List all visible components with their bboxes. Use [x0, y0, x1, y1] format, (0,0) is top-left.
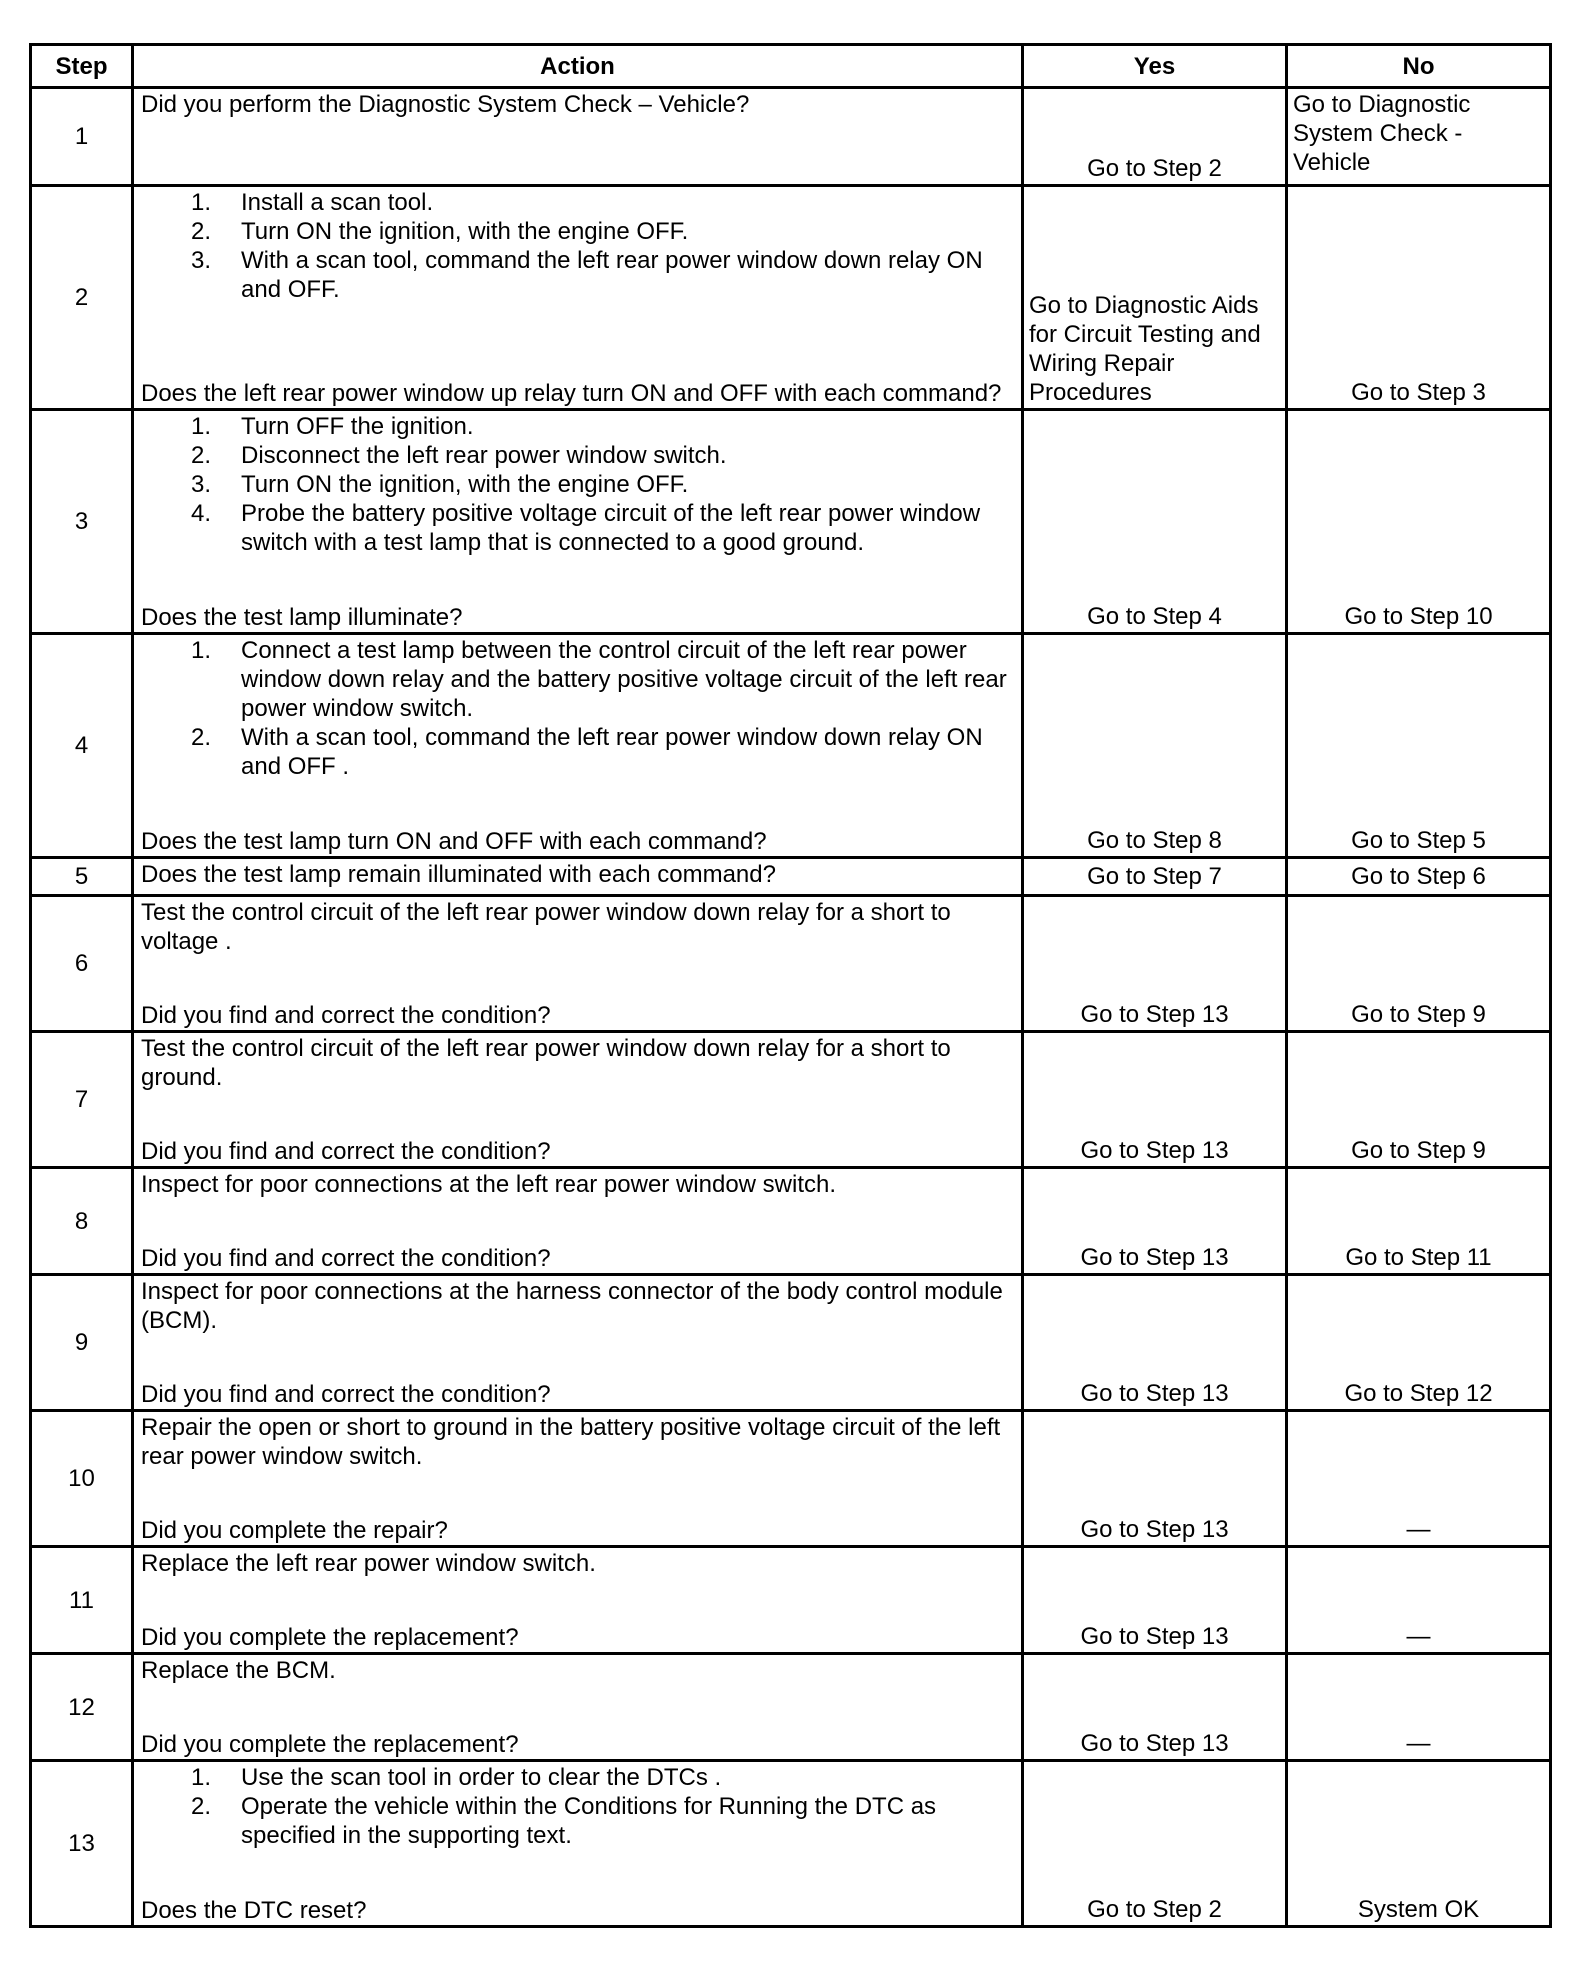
no-result: Go to Step 12	[1287, 1275, 1551, 1411]
table-row	[31, 896, 1551, 1032]
no-result: —	[1287, 1654, 1551, 1761]
action-question: Does the DTC reset?	[141, 1897, 367, 1924]
step-number: 11	[31, 1547, 133, 1654]
no-result: —	[1287, 1547, 1551, 1654]
action-cell	[133, 1032, 1023, 1168]
yes-result: Go to Step 8	[1023, 634, 1287, 858]
no-result: Go to Step 9	[1287, 896, 1551, 1032]
substep-item	[141, 470, 1013, 499]
yes-result: Go to Step 13	[1023, 1032, 1287, 1168]
diagnostic-table	[29, 43, 1552, 1928]
action-cell	[133, 1411, 1023, 1547]
action-cell	[133, 1654, 1023, 1761]
table-row	[31, 858, 1551, 896]
substep-item	[141, 723, 1013, 781]
no-result: Go to Step 9	[1287, 1032, 1551, 1168]
table-row	[31, 1168, 1551, 1275]
substep-list	[141, 1763, 1013, 1850]
yes-result: Go to Step 2	[1023, 88, 1287, 186]
step-number: 3	[31, 410, 133, 634]
table-row	[31, 1032, 1551, 1168]
substep-number: 3.	[191, 247, 212, 274]
step-number: 1	[31, 88, 133, 186]
yes-result: Go to Step 2	[1023, 1761, 1287, 1927]
substep-number: 4.	[191, 500, 212, 527]
substep-item	[141, 246, 1013, 304]
substep-number: 3.	[191, 471, 212, 498]
step-number: 6	[31, 896, 133, 1032]
action-cell	[133, 1168, 1023, 1275]
substep-text: Turn ON the ignition, with the engine OFF.	[241, 471, 689, 498]
action-instructions	[141, 1549, 1013, 1578]
substep-item	[141, 441, 1013, 470]
substep-text: Turn OFF the ignition.	[241, 413, 474, 440]
table-row	[31, 88, 1551, 186]
action-question: Did you find and correct the condition?	[141, 1002, 551, 1029]
substep-text: With a scan tool, command the left rear power window down relay ON and OFF .	[241, 724, 983, 780]
action-cell	[133, 186, 1023, 410]
action-question: Does the test lamp remain illuminated with each command?	[141, 861, 776, 888]
step-number: 7	[31, 1032, 133, 1168]
action-question: Did you complete the replacement?	[141, 1731, 519, 1758]
no-result: —	[1287, 1411, 1551, 1547]
substep-text: With a scan tool, command the left rear power window down relay ON and OFF.	[241, 247, 983, 303]
substep-text: Probe the battery positive voltage circuit of the left rear power window switch with a test lamp that is connected to a good ground.	[241, 500, 981, 556]
action-question: Did you find and correct the condition?	[141, 1138, 551, 1165]
action-question: Did you complete the repair?	[141, 1517, 448, 1544]
substep-text: Use the scan tool in order to clear the DTCs .	[241, 1764, 722, 1791]
action-instructions	[141, 1763, 1013, 1850]
action-instructions	[141, 1413, 1013, 1471]
action-instructions	[141, 1656, 1013, 1685]
action-question: Did you find and correct the condition?	[141, 1245, 551, 1272]
substep-number: 1.	[191, 637, 212, 664]
no-result: Go to Step 5	[1287, 634, 1551, 858]
header-step: Step	[31, 45, 133, 88]
no-result: Go to Step 3	[1287, 186, 1551, 410]
action-cell	[133, 410, 1023, 634]
action-question: Did you find and correct the condition?	[141, 1381, 551, 1408]
action-cell	[133, 1275, 1023, 1411]
action-instructions	[141, 636, 1013, 781]
no-result: System OK	[1287, 1761, 1551, 1927]
substep-list	[141, 412, 1013, 557]
action-text: Repair the open or short to ground in the battery positive voltage circuit of the left rear power window switch.	[141, 1414, 1001, 1470]
header-no: No	[1287, 45, 1551, 88]
header-yes: Yes	[1023, 45, 1287, 88]
action-text: Test the control circuit of the left rear power window down relay for a short to voltage .	[141, 899, 951, 955]
substep-item	[141, 1763, 1013, 1792]
action-question: Did you complete the replacement?	[141, 1624, 519, 1651]
table-row	[31, 1411, 1551, 1547]
substep-number: 1.	[191, 413, 212, 440]
action-instructions	[141, 1034, 1013, 1092]
substep-item	[141, 499, 1013, 557]
action-question: Does the test lamp illuminate?	[141, 604, 463, 631]
action-question: Did you perform the Diagnostic System Check – Vehicle?	[141, 91, 750, 118]
action-text: Test the control circuit of the left rear power window down relay for a short to ground.	[141, 1035, 951, 1091]
substep-number: 2.	[191, 724, 212, 751]
substep-item	[141, 188, 1013, 217]
action-instructions	[141, 1277, 1013, 1335]
table-row	[31, 1547, 1551, 1654]
table-row	[31, 1654, 1551, 1761]
action-cell	[133, 634, 1023, 858]
action-instructions	[141, 90, 1013, 119]
yes-result: Go to Step 13	[1023, 1547, 1287, 1654]
substep-text: Connect a test lamp between the control circuit of the left rear power window down relay and the battery positive voltage circuit of the left rear power window switch.	[241, 637, 1007, 722]
step-number: 9	[31, 1275, 133, 1411]
action-cell	[133, 1761, 1023, 1927]
action-cell	[133, 88, 1023, 186]
action-instructions	[141, 412, 1013, 557]
substep-list	[141, 636, 1013, 781]
action-cell	[133, 858, 1023, 896]
action-question: Does the left rear power window up relay turn ON and OFF with each command?	[141, 380, 1002, 407]
action-cell	[133, 896, 1023, 1032]
yes-result: Go to Step 13	[1023, 1654, 1287, 1761]
action-text: Inspect for poor connections at the harness connector of the body control module (BCM).	[141, 1278, 1003, 1334]
substep-number: 2.	[191, 218, 212, 245]
yes-result: Go to Diagnostic Aids for Circuit Testing and Wiring Repair Procedures	[1023, 186, 1287, 410]
header-action: Action	[133, 45, 1023, 88]
substep-number: 1.	[191, 1764, 212, 1791]
yes-result: Go to Step 13	[1023, 1275, 1287, 1411]
substep-text: Install a scan tool.	[241, 189, 434, 216]
action-cell	[133, 1547, 1023, 1654]
yes-result: Go to Step 13	[1023, 1168, 1287, 1275]
substep-item	[141, 636, 1013, 723]
no-result: Go to Diagnostic System Check - Vehicle	[1287, 88, 1551, 186]
yes-result: Go to Step 7	[1023, 858, 1287, 896]
substep-number: 1.	[191, 189, 212, 216]
table-row	[31, 186, 1551, 410]
action-question: Does the test lamp turn ON and OFF with each command?	[141, 828, 767, 855]
no-result: Go to Step 6	[1287, 858, 1551, 896]
action-instructions	[141, 188, 1013, 304]
substep-number: 2.	[191, 442, 212, 469]
substep-number: 2.	[191, 1793, 212, 1820]
step-number: 2	[31, 186, 133, 410]
yes-result: Go to Step 13	[1023, 896, 1287, 1032]
action-instructions	[141, 860, 1013, 889]
substep-list	[141, 188, 1013, 304]
action-text: Inspect for poor connections at the left rear power window switch.	[141, 1171, 837, 1198]
step-number: 5	[31, 858, 133, 896]
substep-item	[141, 217, 1013, 246]
table-row	[31, 634, 1551, 858]
substep-item	[141, 1792, 1013, 1850]
table-row	[31, 410, 1551, 634]
step-number: 8	[31, 1168, 133, 1275]
no-result: Go to Step 10	[1287, 410, 1551, 634]
substep-text: Turn ON the ignition, with the engine OFF.	[241, 218, 689, 245]
step-number: 12	[31, 1654, 133, 1761]
substep-text: Operate the vehicle within the Conditions for Running the DTC as specified in the supporting text.	[241, 1793, 937, 1849]
action-text: Replace the BCM.	[141, 1657, 336, 1684]
substep-item	[141, 412, 1013, 441]
step-number: 10	[31, 1411, 133, 1547]
table-row	[31, 1761, 1551, 1927]
table-row	[31, 1275, 1551, 1411]
no-result: Go to Step 11	[1287, 1168, 1551, 1275]
yes-result: Go to Step 13	[1023, 1411, 1287, 1547]
step-number: 13	[31, 1761, 133, 1927]
substep-text: Disconnect the left rear power window switch.	[241, 442, 727, 469]
action-instructions	[141, 898, 1013, 956]
yes-result: Go to Step 4	[1023, 410, 1287, 634]
action-text: Replace the left rear power window switch.	[141, 1550, 596, 1577]
action-instructions	[141, 1170, 1013, 1199]
header-row	[31, 45, 1551, 88]
step-number: 4	[31, 634, 133, 858]
